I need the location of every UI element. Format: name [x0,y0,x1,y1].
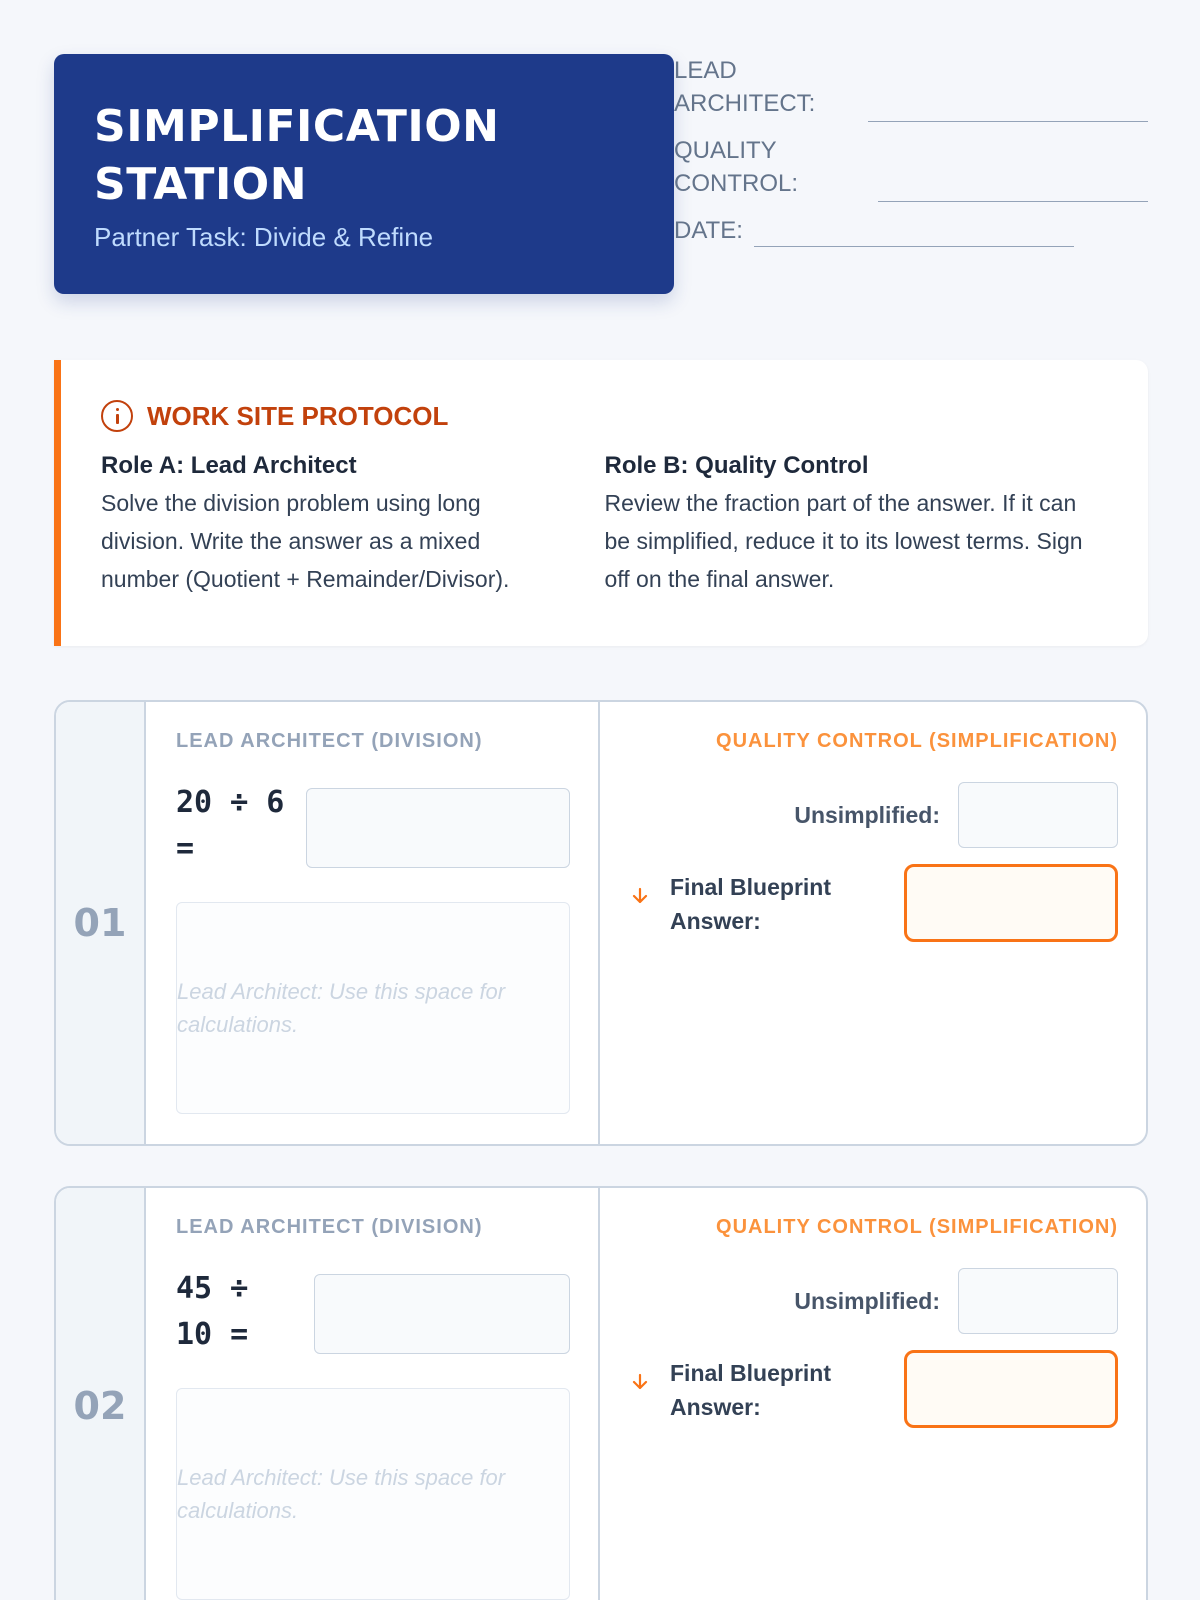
protocol-heading-text: WORK SITE PROTOCOL [147,400,449,431]
final-answer-box[interactable] [904,1350,1118,1428]
lead-architect-field[interactable] [674,54,1148,122]
problem-card [54,700,1148,1146]
header-card [54,54,674,294]
calculation-area[interactable] [176,902,570,1114]
quality-control-line[interactable] [878,201,1148,203]
unsimplified-label: Unsimplified: [794,1288,940,1314]
lead-architect-section [148,702,600,1144]
quality-control-field[interactable] [674,134,1148,202]
qc-section-label: QUALITY CONTROL (SIMPLIFICATION) [716,1216,1118,1238]
page-subtitle: Partner Task: Divide & Refine [94,222,434,252]
quality-control-label: QUALITY CONTROL: [674,137,799,197]
date-line[interactable] [754,246,1074,248]
work-site-protocol [54,360,1148,646]
arrow-down-icon [630,886,650,906]
unsimplified-box[interactable] [958,1268,1118,1334]
problem-card [54,1186,1148,1600]
calculation-placeholder: Lead Architect: Use this space for calculations. [177,1465,506,1523]
division-answer-box[interactable] [306,788,570,868]
calculation-placeholder: Lead Architect: Use this space for calculations. [177,979,506,1037]
lead-architect-section [148,1188,600,1600]
role-a-title: Role A: Lead Architect [101,452,357,479]
lead-architect-line[interactable] [868,121,1148,123]
role-b-text: Review the fraction part of the answer. If it can be simplified, reduce it to its lowest terms. Sign off on the final answer. [604,490,1083,592]
calculation-area[interactable] [176,1388,570,1600]
problem-number: 01 [56,702,146,1144]
unsimplified-box[interactable] [958,782,1118,848]
lead-architect-label: LEAD ARCHITECT: [674,57,816,117]
role-a-text: Solve the division problem using long division. Write the answer as a mixed number (Quotient + Remainder/Divisor). [101,490,510,592]
problem-number: 02 [56,1188,146,1600]
roles [101,450,1108,598]
protocol-heading [101,400,1108,432]
qc-section-label: QUALITY CONTROL (SIMPLIFICATION) [716,730,1118,752]
final-answer-label: Final Blueprint Answer: [670,874,831,934]
lead-section-label: LEAD ARCHITECT (DIVISION) [176,730,483,752]
page-title: SIMPLIFICATION STATION [94,101,500,210]
unsimplified-label: Unsimplified: [794,802,940,828]
quality-control-section [602,702,1146,1144]
info-icon [101,400,133,432]
name-fields [674,54,1148,247]
date-label: DATE: [674,217,743,244]
final-answer-label: Final Blueprint Answer: [670,1360,831,1420]
role-b [605,450,1109,598]
arrow-down-icon [630,1372,650,1392]
role-a [101,450,605,598]
division-equation: 20 ÷ 6 = [176,785,285,866]
final-answer-box[interactable] [904,864,1118,942]
quality-control-section [602,1188,1146,1600]
division-answer-box[interactable] [314,1274,570,1354]
date-field[interactable] [674,214,1148,247]
role-b-title: Role B: Quality Control [604,452,869,479]
division-equation: 45 ÷ 10 = [176,1271,249,1352]
lead-section-label: LEAD ARCHITECT (DIVISION) [176,1216,483,1238]
